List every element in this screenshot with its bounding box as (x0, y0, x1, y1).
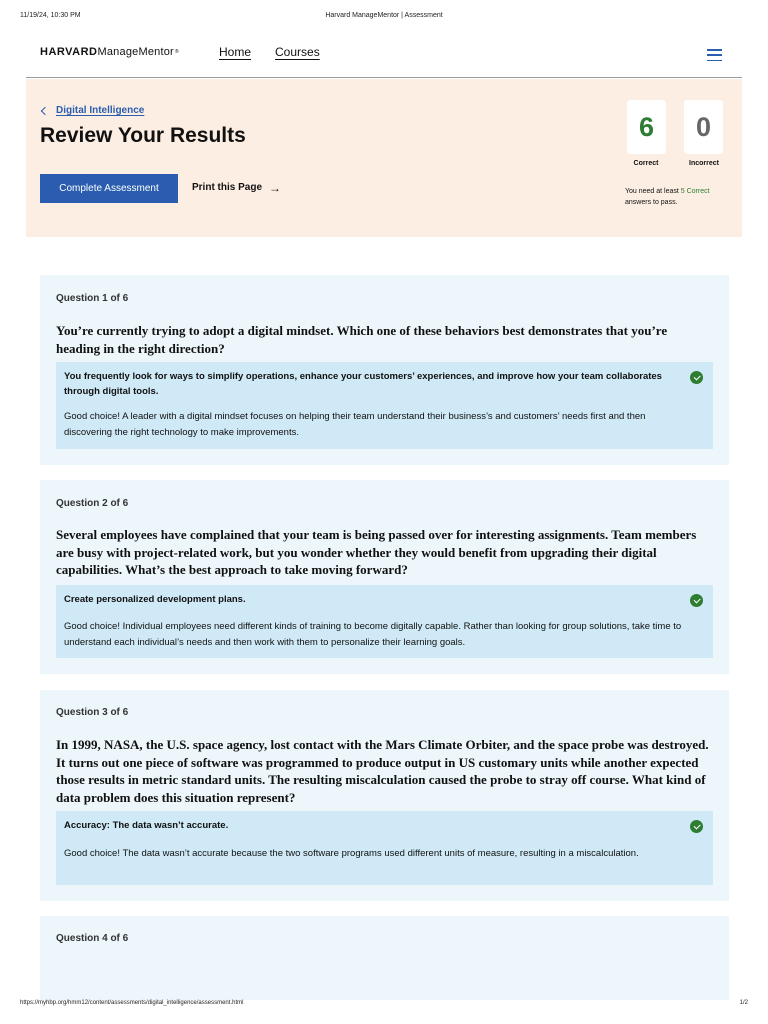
pass-requirement-note (625, 186, 735, 208)
nav-link-home[interactable]: Home (219, 45, 252, 59)
arrow-right-icon: → (269, 180, 282, 195)
correct-count: 6 (627, 100, 666, 154)
print-footer (20, 1000, 748, 1010)
answer-feedback: Good choice! A leader with a digital mindset focuses on helping their team understand their business’s and customers’ needs first and then discovering the right technology to make improvements. (64, 411, 646, 438)
print-datetime: 11/19/24, 10:30 PM (20, 12, 81, 19)
question-text: Several employees have complained that your team is being passed over for interesting assignments. Team members are busy with project-related work, but you wonder whether they would benefit from upgrading their digital capabilities. What’s the best approach to take moving forward? (56, 527, 697, 577)
check-circle-icon (690, 371, 703, 384)
answer-text: Create personalized development plans. (64, 594, 246, 605)
breadcrumb-digital-intelligence[interactable]: Digital Intelligence (56, 105, 145, 116)
breadcrumb[interactable] (40, 105, 144, 116)
answer-feedback: Good choice! Individual employees need different kinds of training to become digitally capable. Rather than looking for group solutions, take time to understand each individual’s needs and then work with them to personalize their learning goals. (64, 621, 682, 648)
question-card-2 (40, 480, 729, 674)
selected-answer (56, 811, 713, 885)
chevron-left-icon (41, 106, 49, 114)
print-url: https://myhbp.org/hmm12/content/assessments/digital_intelligence/assessment.html (20, 1000, 244, 1006)
print-doc-title: Harvard ManageMentor | Assessment (325, 12, 443, 19)
pass-note-suffix: answers to pass. (625, 199, 678, 206)
print-page-link[interactable] (192, 182, 281, 193)
page-title: Review Your Results (40, 124, 246, 147)
question-number: Question 4 of 6 (56, 933, 129, 944)
nav-link-courses[interactable]: Courses (275, 45, 320, 59)
question-number: Question 2 of 6 (56, 498, 129, 509)
results-hero (26, 79, 742, 237)
print-page-number: 1/2 (739, 1000, 748, 1006)
answer-text: Accuracy: The data wasn’t accurate. (64, 820, 229, 831)
check-circle-icon (690, 820, 703, 833)
answer-feedback: Good choice! The data wasn’t accurate because the two software programs used different units of measure, resulting in a miscalculation. (64, 848, 639, 859)
correct-label: Correct (633, 160, 659, 167)
question-card-4 (40, 916, 729, 1000)
question-card-1 (40, 275, 729, 465)
hamburger-menu-icon[interactable] (707, 49, 722, 61)
complete-assessment-button[interactable]: Complete Assessment (40, 174, 178, 203)
top-navigation (26, 36, 742, 78)
question-text: You’re currently trying to adopt a digital mindset. Which one of these behaviors best demonstrates that you’re heading in the right direction? (56, 323, 668, 356)
pass-note-highlight: 5 Correct (680, 188, 710, 195)
question-number: Question 1 of 6 (56, 293, 129, 304)
question-number: Question 3 of 6 (56, 707, 129, 718)
incorrect-count: 0 (684, 100, 723, 154)
print-page-label: Print this Page (192, 182, 263, 193)
check-circle-icon (690, 594, 703, 607)
selected-answer (56, 362, 713, 449)
logo-wordmark-bold: HARVARD (40, 46, 98, 58)
question-card-3 (40, 690, 729, 901)
selected-answer (56, 585, 713, 658)
print-header (20, 12, 748, 22)
logo-wordmark-thin: ManageMentor (97, 46, 174, 58)
logo-trademark: ® (174, 49, 179, 55)
nav-links (219, 45, 320, 59)
incorrect-label: Incorrect (689, 160, 719, 167)
question-text: In 1999, NASA, the U.S. space agency, lost contact with the Mars Climate Orbiter, and the space probe was destroyed. It turns out one piece of software was programmed to produce output in US customary units while another expected those results in metric standard units. The resulting miscalculation caused the probe to stray off course. What kind of data problem does this situation represent? (56, 737, 709, 805)
answer-text: You frequently look for ways to simplify operations, enhance your customers’ experiences, and improve how your team collaborates through digital tools. (64, 371, 662, 397)
pass-note-prefix: You need at least (625, 188, 681, 195)
harvard-managementor-logo[interactable] (40, 46, 179, 58)
